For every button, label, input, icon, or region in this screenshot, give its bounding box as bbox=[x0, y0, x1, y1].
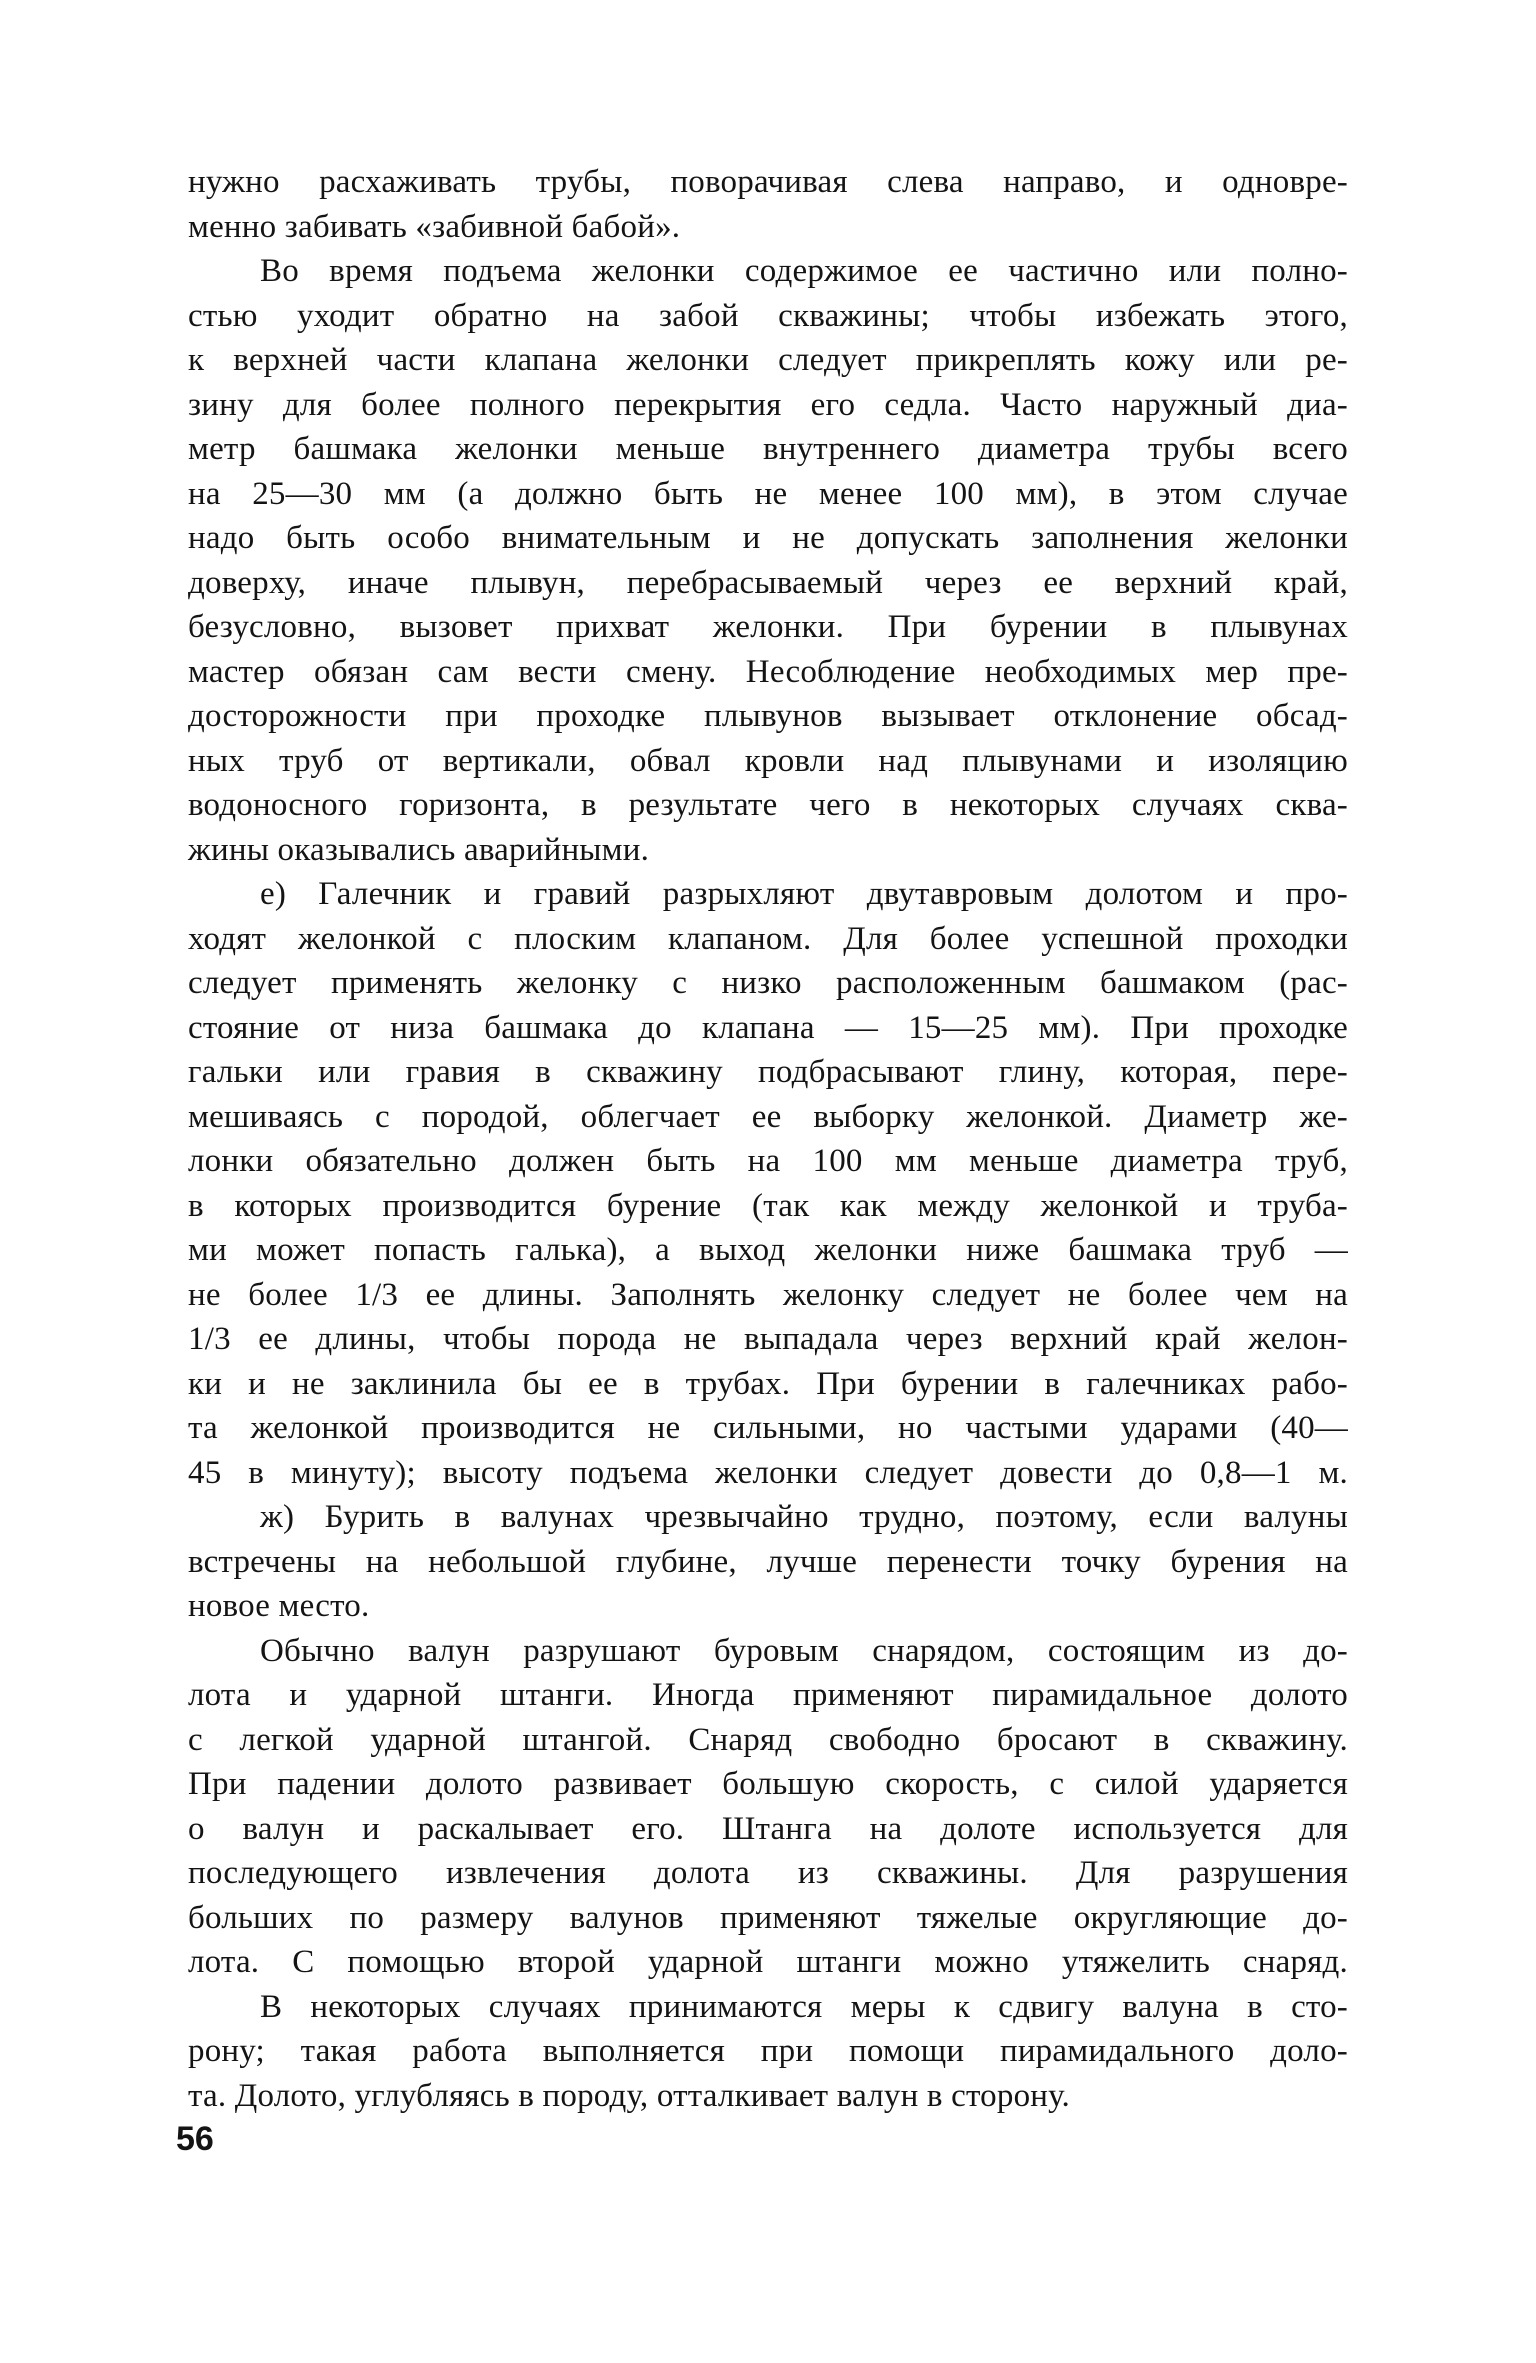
text-line: к верхней части клапана желонки следует прикреплять кожу или ре- bbox=[188, 342, 1348, 378]
text-line: с легкой ударной штангой. Снаряд свободно бросают в скважину. bbox=[188, 1721, 1348, 1758]
text-line: ж) Бурить в валунах чрезвычайно трудно, поэтому, если валуны bbox=[260, 1499, 1348, 1535]
text-line: Во время подъема желонки содержимое ее частично или полно- bbox=[260, 253, 1348, 289]
text-line: жины оказывались аварийными. bbox=[188, 831, 650, 868]
text-line: менно забивать «забивной бабой». bbox=[188, 208, 681, 245]
text-line: стояние от низа башмака до клапана — 15—25 мм). При проходке bbox=[188, 1009, 1348, 1046]
text-line: В некоторых случаях принимаются меры к сдвигу валуна в сто- bbox=[260, 1988, 1348, 2025]
text-line: лота. С помощью второй ударной штанги можно утяжелить снаряд. bbox=[188, 1944, 1348, 1980]
text-line: в которых производится бурение (так как между желонкой и труба- bbox=[188, 1187, 1348, 1224]
text-line: метр башмака желонки меньше внутреннего диаметра трубы всего bbox=[188, 431, 1348, 467]
text-line: 1/3 ее длины, чтобы порода не выпадала через верхний край желон- bbox=[188, 1321, 1348, 1357]
text-line: е) Галечник и гравий разрыхляют двутавровым долотом и про- bbox=[260, 876, 1348, 912]
text-line: мастер обязан сам вести смену. Несоблюдение необходимых мер пре- bbox=[188, 653, 1348, 690]
page-body bbox=[188, 160, 1348, 2118]
page-number: 56 bbox=[176, 2120, 214, 2158]
text-line: надо быть особо внимательным и не допускать заполнения желонки bbox=[188, 520, 1348, 556]
text-line: та желонкой производится не сильными, но частыми ударами (40— bbox=[188, 1410, 1348, 1446]
paragraph bbox=[188, 1985, 1348, 2119]
text-line: мешиваясь с породой, облегчает ее выборку желонкой. Диаметр же- bbox=[188, 1098, 1348, 1135]
text-line: гальки или гравия в скважину подбрасывают глину, которая, пере- bbox=[188, 1054, 1348, 1090]
text-line: При падении долото развивает большую скорость, с силой ударяется bbox=[188, 1766, 1348, 1802]
text-line: новое место. bbox=[188, 1588, 370, 1624]
text-line: последующего извлечения долота из скважины. Для разрушения bbox=[188, 1855, 1348, 1891]
text-line: о валун и раскалывает его. Штанга на долоте используется для bbox=[188, 1810, 1348, 1847]
text-line: встречены на небольшой глубине, лучше перенести точку бурения на bbox=[188, 1543, 1348, 1580]
text-line: доверху, иначе плывун, перебрасываемый через ее верхний край, bbox=[188, 564, 1348, 601]
text-line: зину для более полного перекрытия его седла. Часто наружный диа- bbox=[188, 386, 1348, 423]
text-line: больших по размеру валунов применяют тяжелые округляющие до- bbox=[188, 1899, 1348, 1936]
text-line: безусловно, вызовет прихват желонки. При бурении в плывунах bbox=[188, 609, 1348, 645]
paragraph bbox=[188, 872, 1348, 1495]
text-line: на 25—30 мм (а должно быть не менее 100 мм), в этом случае bbox=[188, 475, 1348, 512]
text-line: не более 1/3 ее длины. Заполнять желонку следует не более чем на bbox=[188, 1276, 1348, 1313]
paragraph bbox=[188, 160, 1348, 249]
text-line: 45 в минуту); высоту подъема желонки следует довести до 0,8—1 м. bbox=[188, 1454, 1348, 1491]
text-line: лота и ударной штанги. Иногда применяют пирамидальное долото bbox=[188, 1677, 1348, 1713]
text-line: Обычно валун разрушают буровым снарядом, состоящим из до- bbox=[260, 1632, 1348, 1669]
paragraph bbox=[188, 1495, 1348, 1629]
text-line: ки и не заклинила бы ее в трубах. При бурении в галечниках рабо- bbox=[188, 1365, 1348, 1402]
text-line: нужно расхаживать трубы, поворачивая слева направо, и одновре- bbox=[188, 164, 1348, 200]
text-line: рону; такая работа выполняется при помощи пирамидального доло- bbox=[188, 2033, 1348, 2069]
text-line: досторожности при проходке плывунов вызывает отклонение обсад- bbox=[188, 698, 1348, 734]
text-line: стью уходит обратно на забой скважины; чтобы избежать этого, bbox=[188, 297, 1348, 334]
text-line: та. Долото, углубляясь в породу, отталкивает валун в сторону. bbox=[188, 2077, 1070, 2114]
text-line: следует применять желонку с низко расположенным башмаком (рас- bbox=[188, 965, 1348, 1001]
text-line: ходят желонкой с плоским клапаном. Для более успешной проходки bbox=[188, 920, 1348, 957]
text-line: лонки обязательно должен быть на 100 мм меньше диаметра труб, bbox=[188, 1143, 1348, 1179]
text-line: водоносного горизонта, в результате чего в некоторых случаях сква- bbox=[188, 787, 1348, 823]
paragraph bbox=[188, 249, 1348, 872]
paragraph bbox=[188, 1629, 1348, 1985]
text-line: ми может попасть галька), а выход желонки ниже башмака труб — bbox=[188, 1232, 1348, 1268]
text-line: ных труб от вертикали, обвал кровли над плывунами и изоляцию bbox=[188, 742, 1348, 779]
